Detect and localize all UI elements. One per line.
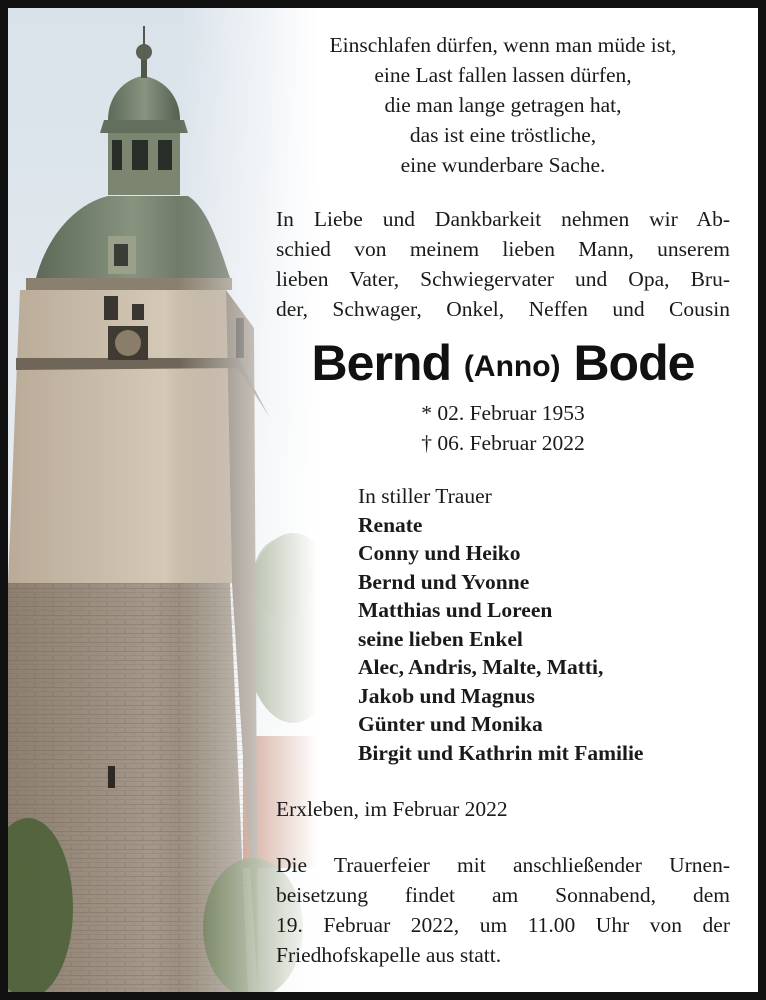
life-dates — [276, 398, 730, 458]
notice-text — [276, 8, 730, 992]
mourner-entry: Matthias und Loreen — [358, 598, 553, 622]
mourner-entry: Bernd und Yvonne — [358, 569, 530, 594]
church-tower-photo — [8, 8, 318, 992]
mourner-entry: Birgit und Kathrin mit Familie — [358, 740, 644, 765]
first-name: Bernd — [311, 335, 452, 391]
place-date: Erxleben, im Februar 2022 — [276, 797, 508, 821]
farewell-line: der, Schwager, Onkel, Neffen und Cousin — [276, 297, 730, 321]
poem-line: eine wunderbare Sache. — [400, 153, 606, 177]
deceased-name — [276, 334, 730, 396]
mourner-entry: Alec, Andris, Malte, Matti, — [358, 655, 604, 679]
mourner-entry: Conny und Heiko — [358, 541, 521, 565]
poem-line: Einschlafen dürfen, wenn man müde ist, — [329, 33, 677, 57]
funeral-line: Die Trauerfeier mit anschließender Urnen- — [276, 853, 730, 877]
mourner-entry: Günter und Monika — [358, 712, 543, 736]
poem-line: eine Last fallen lassen dürfen, — [374, 63, 632, 87]
birth-date: * 02. Februar 1953 — [421, 401, 585, 425]
mourner-entry: Jakob und Magnus — [358, 683, 535, 708]
last-name: Bode — [573, 335, 695, 391]
nickname: (Anno) — [463, 350, 561, 383]
poem-line: das ist eine tröstliche, — [409, 123, 597, 147]
funeral-line: 19. Februar 2022, um 11.00 Uhr von der — [276, 913, 730, 937]
funeral-info — [276, 850, 730, 970]
mourners-intro: In stiller Trauer — [358, 484, 492, 508]
funeral-line: beisetzung findet am Sonnabend, dem — [276, 883, 730, 907]
funeral-line: Friedhofskapelle aus statt. — [276, 943, 502, 967]
poem — [276, 30, 730, 180]
mourner-entry: Renate — [358, 512, 423, 537]
farewell-paragraph — [276, 204, 730, 324]
death-date: † 06. Februar 2022 — [421, 431, 585, 455]
mourners-list — [358, 482, 730, 767]
farewell-line: In Liebe und Dankbarkeit nehmen wir Ab- — [276, 207, 730, 231]
farewell-line: schied von meinem lieben Mann, unserem — [276, 237, 730, 261]
obituary-notice — [8, 8, 758, 992]
poem-line: die man lange getragen hat, — [384, 93, 622, 117]
farewell-line: lieben Vater, Schwiegervater und Opa, Bru- — [276, 267, 730, 291]
mourner-entry: seine lieben Enkel — [358, 626, 523, 651]
